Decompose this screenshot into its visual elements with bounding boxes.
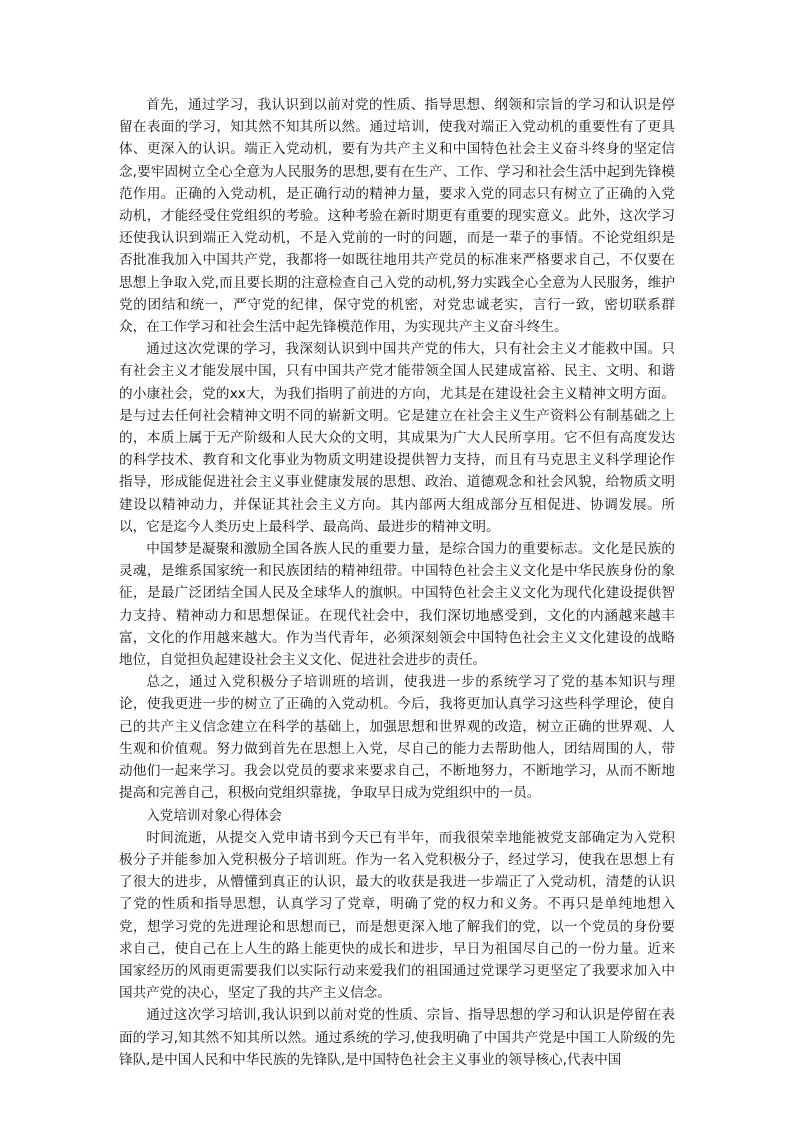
paragraph-6: 通过这次学习培训,我认识到以前对党的性质、宗旨、指导思想的学习和认识是停留在表面的学习,知其然不知其所以然。通过系统的学习,使我明确了中国共产党是中国工人阶级的先锋队,是中国人民和中华民族的先锋队,是中国特色社会主义事业的领导核心,代表中国 [119,1007,675,1068]
document-page [119,94,675,1071]
section-heading: 入党培训对象心得体会 [146,807,283,824]
paragraph-3: 中国梦是凝聚和激励全国各族人民的重要力量，是综合国力的重要标志。文化是民族的灵魂，是维系国家统一和民族团结的精神纽带。中国特色社会主义文化是中华民族身份的象征，是最广泛团结全国人民及全球华人的旗帜。中国特色社会主义文化为现代化建设提供智力支持、精神动力和思想保证。在现代社会中，我们深切地感受到，文化的内涵越来越丰富，文化的作用越来越大。作为当代青年，必须深刻领会中国特色社会主义文化建设的战略地位，自觉担负起建设社会主义文化、促进社会进步的责任。 [119,541,675,669]
paragraph-4: 总之，通过入党积极分子培训班的培训，使我进一步的系统学习了党的基本知识与理论，使我更进一步的树立了正确的入党动机。今后，我将更加认真学习这些科学理论，使自己的共产主义信念建立在科学的基础上，加强思想和世界观的改造，树立正确的世界观、人生观和价值观。努力做到首先在思想上入党，尽自己的能力去帮助他人，团结周围的人，带动他们一起来学习。我会以党员的要求来要求自己，不断地努力，不断地学习，从而不断地提高和完善自己，积极向党组织靠拢，争取早日成为党组织中的一员。 [119,674,675,802]
paragraph-5: 时间流逝，从提交入党申请书到今天已有半年，而我很荣幸地能被党支部确定为入党积极分子并能参加入党积极分子培训班。作为一名入党积极分子，经过学习，使我在思想上有了很大的进步，从懵懂到真正的认识，最大的收获是我进一步端正了入党动机，清楚的认识了党的性质和指导思想，认真学习了党章，明确了党的权力和义务。不再只是单纯地想入党，想学习党的先进理论和思想而已，而是想更深入地了解我们的党，以一个党员的身份要求自己，使自己在上人生的路上能更快的成长和进步，早日为祖国尽自己的一份力量。近来国家经历的风雨更需要我们以实际行动来爱我们的祖国通过党课学习更坚定了我要求加入中国共产党的决心，坚定了我的共产主义信念。 [119,829,675,1002]
paragraph-1: 首先，通过学习，我认识到以前对党的性质、指导思想、纲领和宗旨的学习和认识是停留在表面的学习，知其然不知其所以然。通过培训，使我对端正入党动机的重要性有了更具体、更深入的认识。端正入党动机，要有为共产主义和中国特色社会主义奋斗终身的坚定信念,要牢固树立全心全意为人民服务的思想,要有在生产、工作、学习和社会生活中起到先锋模范作用。正确的入党动机，是正确行动的精神力量，要求入党的同志只有树立了正确的入党动机，才能经受住党组织的考验。这种考验在新时期更有重要的现实意义。此外，这次学习还使我认识到端正入党动机，不是入党前的一时的问题，而是一辈子的事情。不论党组织是否批准我加入中国共产党，我都将一如既往地用共产党员的标准来严格要求自己，不仅要在思想上争取入党,而且要长期的注意检查自己入党的动机,努力实践全心全意为人民服务，维护党的团结和统一，严守党的纪律，保守党的机密，对党忠诚老实，言行一致，密切联系群众，在工作学习和社会生活中起先锋模范作用，为实现共产主义奋斗终生。 [119,97,675,336]
paragraph-2: 通过这次党课的学习，我深刻认识到中国共产党的伟大，只有社会主义才能救中国。只有社会主义才能发展中国，只有中国共产党才能带领全国人民建成富裕、民主、文明、和谐的小康社会，党的xx大，为我们指明了前进的方向，尤其是在建设社会主义精神文明方面。是与过去任何社会精神文明不同的崭新文明。它是建立在社会主义生产资料公有制基础之上的，本质上属于无产阶级和人民大众的文明，其成果为广大人民所享用。它不但有高度发达的科学技术、教育和文化事业为物质文明建设提供智力支持，而且有马克思主义科学理论作指导，形成能促进社会主义事业健康发展的思想、政治、道德观念和社会风貌，给物质文明建设以精神动力，并保证其社会主义方向。其内部两大组成部分互相促进、协调发展。所以，它是迄今人类历史上最科学、最高尚、最进步的精神文明。 [119,341,675,535]
